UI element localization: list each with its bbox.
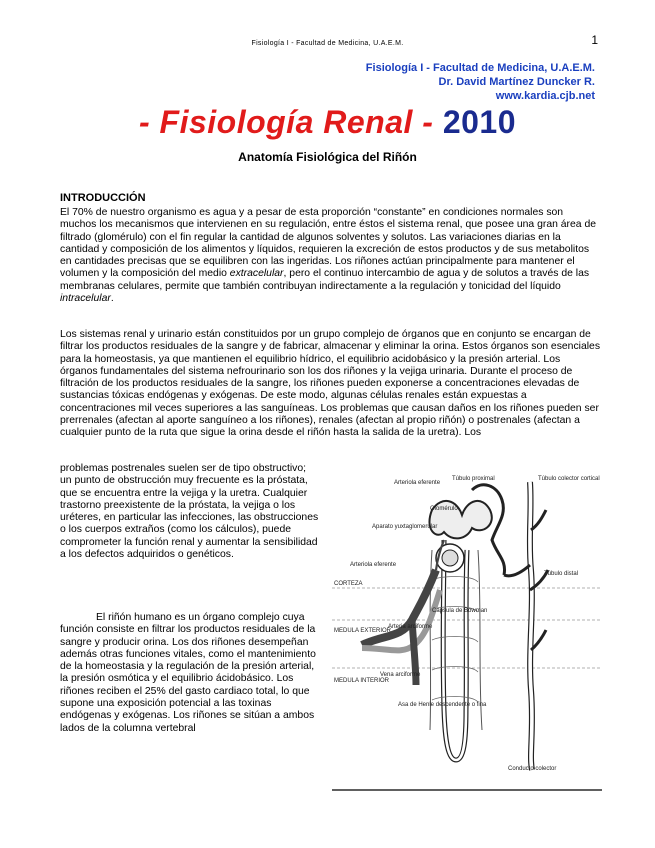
title-text: Fisiología Renal [159,104,413,140]
p1-em-extracelular: extracelular [229,268,284,280]
connecting-tubule [504,565,530,576]
title-year: 2010 [442,104,517,140]
label-tubulo-distal: Túbulo distal [544,571,579,577]
p1-text-c: . [110,293,114,305]
title-separator: - [412,104,443,140]
label-aparato-yuxtaglomerular: Aparato yuxtaglomerular [372,524,438,530]
label-vena-arciforme: Vena arciforme [380,672,421,678]
p4-text: El riñón humano es un órgano complejo cuya función consiste en filtrar los productos residuales de la sangre y producir orina. Los dos riñones desempeñan además otras funciones vitales, como el mantenimiento de la homeostasia y la regulación de la presión arterial, la presión osmótica y el equilibrio ácidobásico. Los riñones reciben el 25% del gasto cardiaco total, lo que supone una exposición potencial a las toxinas endógenas y exógenas. Los riñones se sitúan a ambos lados de la columna vertebral [60,612,316,734]
paragraph-3: problemas postrenales suelen ser de tipo obstructivo; un punto de obstrucción muy frecuente es la próstata, que se encuentra entre la vejiga y la uretra. Cualquier trastorno preexistente de la próstata, la vejiga o los uréteres, en particular las infecciones, las obstrucciones o los cuerpos extraños (como los cálculos), puede comprometer la función renal y aumentar la sensibilidad a los defectos adquiridos o genéticos. [60,463,319,561]
zone-medula-exterior: MEDULA EXTERIOR [334,628,392,634]
p1-text-a: El 70% de nuestro organismo es agua y a pesar de esta proporción “constante” en condiciones normales son muchos los mecanismos que intervienen en su regulación, entre éstos el sistema renal, que posee una gran área de filtrado (glomérulo) con el fin regular la cantidad de algunos solventes y solutos. Las variaciones diarias en la cantidad y composición de los alimentos y líquidos, requieren la excreción de estos productos y de sus metabolitos en cantidades precisas que se equilibren con las ingeridas. Los riñones actúan principalmente para mantener el volumen y la composición del medio [60,207,597,280]
label-glomerulo: Glomérulo [430,506,458,512]
label-arteriola-eferente-mid: Arteriola eferente [350,562,397,568]
zone-medula-interior: MEDULA INTERIOR [334,678,390,684]
paragraph-1 [60,207,600,305]
info-course: Fisiología I - Facultad de Medicina, U.A.E.M. [365,62,595,74]
label-arteriola-eferente-top: Arteriola eferente [394,480,441,486]
label-arteria-arciforme: Arteria arciforme [388,624,433,630]
label-tubulo-proximal: Túbulo proximal [452,476,495,482]
info-author: Dr. David Martínez Duncker R. [438,76,595,88]
nephron-diagram [332,470,602,792]
page-number: 1 [591,33,598,47]
section-heading-introduccion: INTRODUCCIÓN [60,192,146,204]
running-header: Fisiología I - Facultad de Medicina, U.A.E.M. [251,40,404,47]
p1-em-intracelular: intracelular [60,293,111,305]
nephron-figure [332,470,602,792]
henle-loop [443,540,467,760]
title-prefix: - [138,104,160,140]
info-website[interactable]: www.kardia.cjb.net [495,90,595,102]
collecting-duct-lumen [530,482,532,770]
glomerulus [442,550,458,566]
zone-corteza: CORTEZA [334,581,363,587]
paragraph-2: Los sistemas renal y urinario están constituidos por un grupo complejo de órganos que en conjunto se encargan de filtrar los productos residuales de la sangre y de fabricar, almacenar y eliminar la orina. Estos órganos son esenciales para la homeostasis, ya que mantienen el equilibrio hídrico, el equilibrio acidobásico y la presión arterial. Los órganos fundamentales del sistema nefrourinario son los dos riñones y la vejiga urinaria. Durante el proceso de filtración de los productos residuales de la sangre, los riñones pueden exponerse a concentraciones elevadas de sustancias tóxicas endógenas y exógenas. De este modo, algunas células renales están expuestas a concentraciones mil veces superiores a las sanguíneas. Los problemas que causan daños en los riñones pueden ser prerrenales (afectan al aporte sanguíneo a los riñones), renales (afectan al propio riñón) o postrenales (afectan a cualquier punto de la ruta que sigue la orina desde el riñón hasta la salida de la uretra). Los [60,329,601,439]
p1-text-b: , pero el continuo intercambio de agua y de solutos a través de las membranas celulares, permite que también contribuyan indirectamente a la regulación y tonicidad del líquido [60,268,590,292]
page-title [0,104,655,141]
author-info [366,61,595,103]
label-asa-henle: Asa de Henle descendente o fina [398,702,487,708]
paragraph-4 [60,612,322,735]
subtitle: Anatomía Fisiológica del Riñón [238,150,417,164]
label-tubulo-colector-cortical: Túbulo colector cortical [538,476,600,482]
label-capsula-bowman: Cápsula de Bowman [432,608,488,614]
label-conducto-colector: Conducto colector [508,766,557,772]
